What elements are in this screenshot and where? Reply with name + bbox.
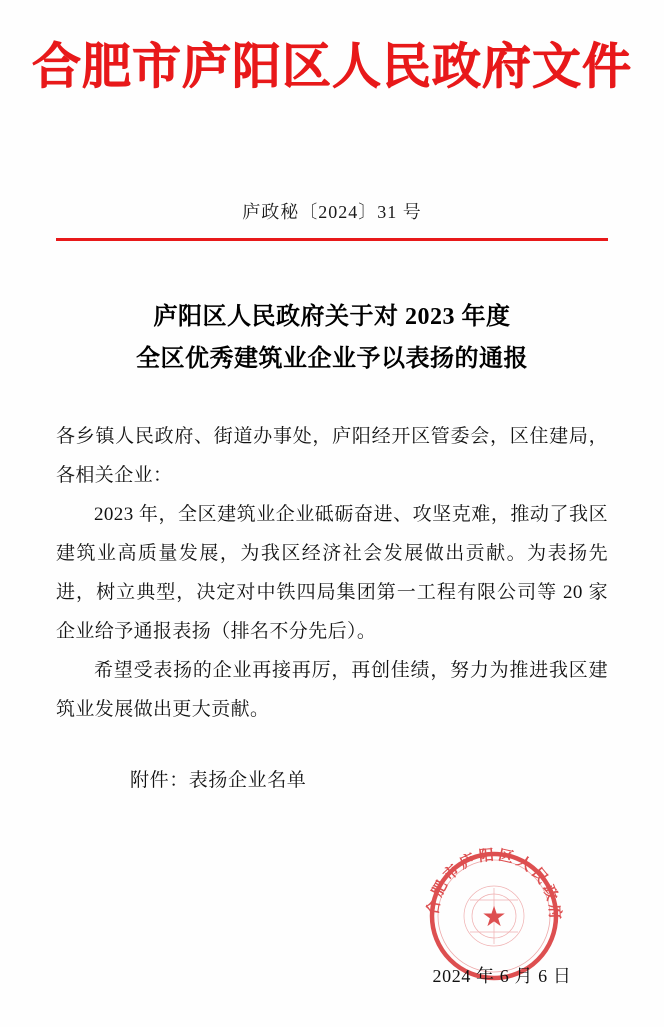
masthead-title: 合肥市庐阳区人民政府文件	[31, 37, 632, 95]
document-masthead	[0, 38, 664, 94]
attachment-line: 附件：表扬企业名单	[130, 770, 307, 791]
body-paragraph-2: 希望受表扬的企业再接再厉，再创佳绩，努力为推进我区建筑业发展做出更大贡献。	[56, 659, 608, 720]
document-date: 2024 年 6 月 6 日	[432, 966, 572, 986]
document-body	[56, 418, 608, 730]
body-paragraph-salutation: 各乡镇人民政府、街道办事处，庐阳经开区管委会，区住建局，各相关企业：	[56, 426, 608, 486]
document-title	[72, 296, 592, 380]
document-title-line-1: 庐阳区人民政府关于对 2023 年度	[153, 304, 511, 330]
svg-text:合肥市庐阳区人民政府: 合肥市庐阳区人民政府	[423, 845, 565, 923]
document-title-line-2: 全区优秀建筑业企业予以表扬的通报	[136, 346, 528, 372]
document-number: 庐政秘〔2024〕31 号	[242, 202, 422, 222]
red-divider-rule	[56, 238, 608, 241]
svg-text:★: ★	[481, 900, 507, 933]
body-paragraph-1: 2023 年，全区建筑业企业砥砺奋进、攻坚克难，推动了我区建筑业高质量发展，为我区经济社会发展做出贡献。为表扬先进，树立典型，决定对中铁四局集团第一工程有限公司等 20 家企业给予通报表扬（排名不分先后）。	[56, 503, 608, 642]
